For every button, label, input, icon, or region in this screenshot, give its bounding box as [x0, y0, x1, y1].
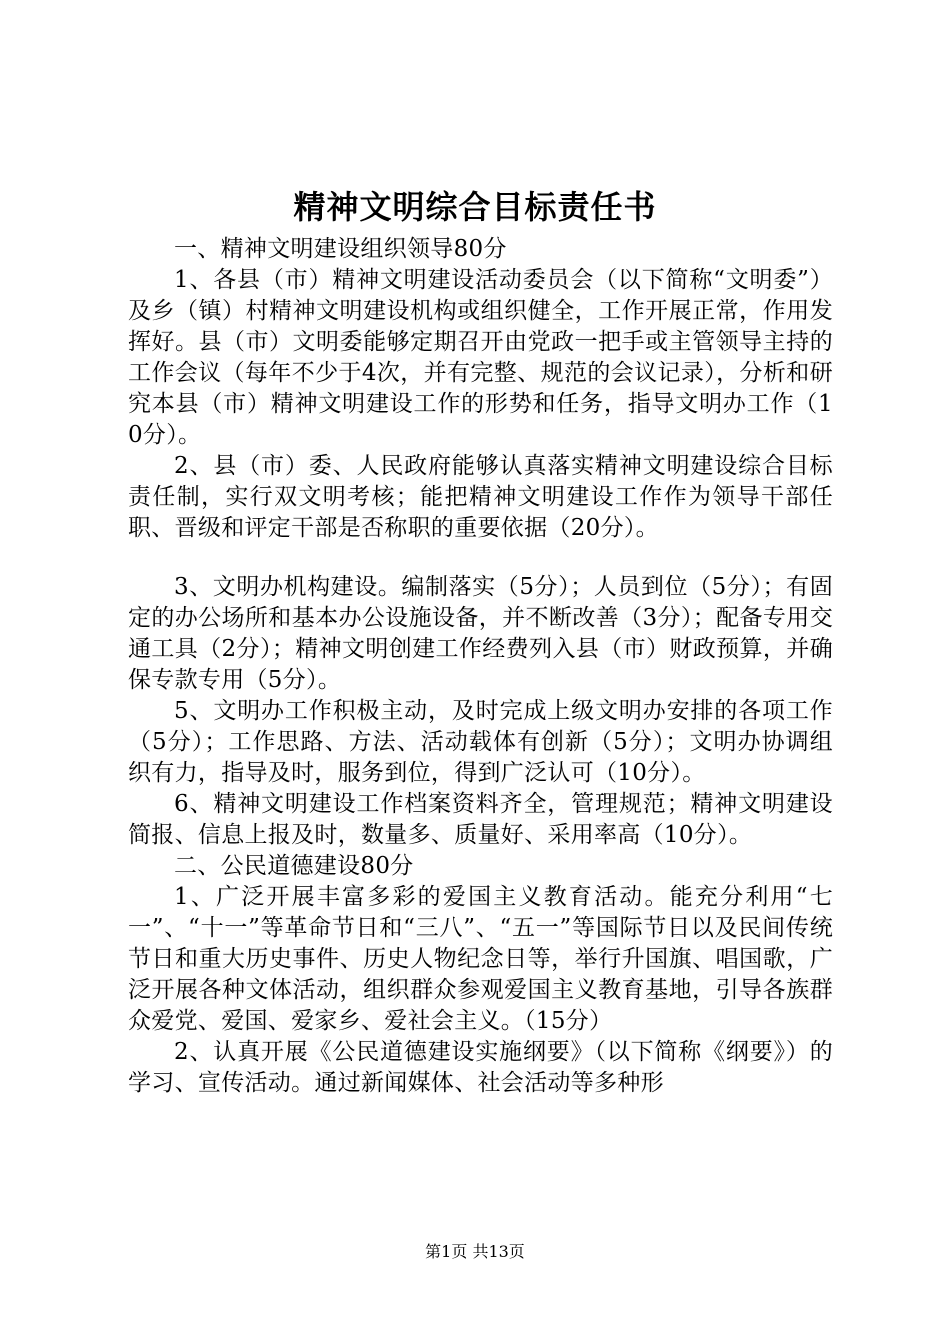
- section-heading: 一、精神文明建设组织领导80分: [174, 236, 507, 262]
- body-paragraph: 3、文明办机构建设。编制落实（5分）；人员到位（5分）；有固定的办公场所和基本办公设施设备，并不断改善（3分）；配备专用交通工具（2分）；精神文明创建工作经费列入县（市）财政预算，并确保专款专用（5分）。: [128, 574, 833, 693]
- body-paragraph: 6、精神文明建设工作档案资料齐全，管理规范；精神文明建设简报、信息上报及时，数量多、质量好、采用率高（10分）。: [128, 791, 833, 848]
- body-paragraph: 5、文明办工作积极主动，及时完成上级文明办安排的各项工作（5分）；工作思路、方法、活动载体有创新（5分）；文明办协调组织有力，指导及时，服务到位，得到广泛认可（10分）。: [128, 698, 833, 786]
- body-paragraph: 2、县（市）委、人民政府能够认真落实精神文明建设综合目标责任制，实行双文明考核；能把精神文明建设工作作为领导干部任职、晋级和评定干部是否称职的重要依据（20分）。: [128, 453, 833, 541]
- document-body: [128, 234, 833, 1099]
- body-paragraph: 1、各县（市）精神文明建设活动委员会（以下简称“文明委”）及乡（镇）村精神文明建设机构或组织健全，工作开展正常，作用发挥好。县（市）文明委能够定期召开由党政一把手或主管领导主持的工作会议（每年不少于4次，并有完整、规范的会议记录），分析和研究本县（市）精神文明建设工作的形势和任务，指导文明办工作（10分）。: [128, 267, 833, 448]
- body-paragraph: 2、认真开展《公民道德建设实施纲要》（以下简称《纲要》）的学习、宣传活动。通过新闻媒体、社会活动等多种形: [128, 1039, 833, 1096]
- paragraph-gap: [128, 544, 833, 572]
- section-heading: 二、公民道德建设80分: [174, 853, 414, 879]
- page-number-footer: 第1页 共13页: [425, 1242, 525, 1261]
- document-title: 精神文明综合目标责任书: [293, 188, 657, 226]
- body-paragraph: 1、广泛开展丰富多彩的爱国主义教育活动。能充分利用“七一”、“十一”等革命节日和“三八”、“五一”等国际节日以及民间传统节日和重大历史事件、历史人物纪念日等，举行升国旗、唱国歌，广泛开展各种文体活动，组织群众参观爱国主义教育基地，引导各族群众爱党、爱国、爱家乡、爱社会主义。（15分）: [128, 884, 833, 1034]
